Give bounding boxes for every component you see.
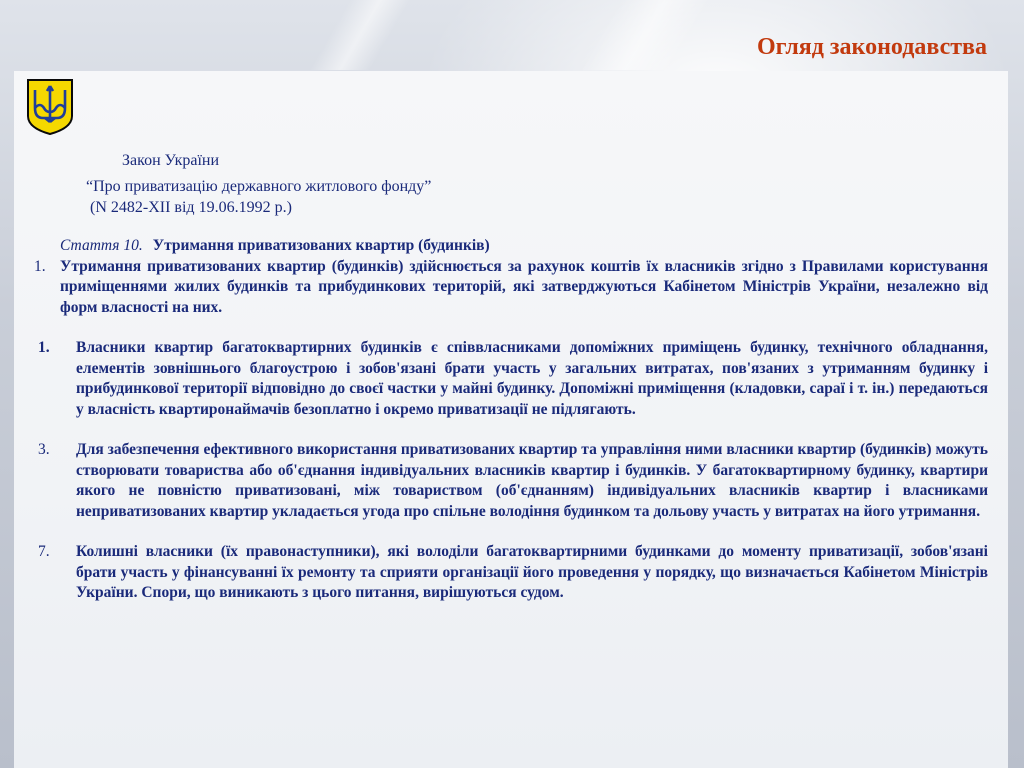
article-title: Утримання приватизованих квартир (будинків) (152, 237, 490, 254)
article-content (34, 236, 988, 604)
list-item-text: Утримання приватизованих квартир (будинків) здійснюється за рахунок коштів їх власників згідно з Правилами користування приміщеннями жилих будинків та прибудинкових територій, які затверджуються Кабінетом Міністрів України, незалежно від форм власності на них. (60, 257, 988, 316)
law-number-date: (N 2482-XII від 19.06.1992 р.) (90, 199, 292, 216)
list-item-number: 1. (34, 257, 46, 275)
list-item-text: Власники квартир багатоквартирних будинків є співвласниками допоміжних приміщень будинку, технічного обладнання, елементів зовнішнього благоустрою і зобов'язані брати участь у загальних витратах, пов'язаних з утриманням будинку і прибудинкової території відповідно до своєї частки у майні будинку. Допоміжні приміщення (кладовки, сараї і т. ін.) передаються у власність квартиронаймачів безоплатно і окремо приватизації не підлягають. (76, 339, 988, 418)
background-light-streak (310, 0, 410, 70)
law-name: Закон України (122, 152, 220, 169)
article-label: Стаття 10. (60, 237, 143, 254)
list-item (34, 440, 988, 522)
law-title: “Про приватизацію державного житлового фонду” (86, 178, 432, 195)
article-heading (60, 236, 988, 257)
list-item (34, 338, 988, 420)
list-item-number: 3. (38, 441, 50, 458)
list-item (34, 257, 988, 319)
list-item-text: Колишні власники (їх правонаступники), які володіли багатоквартирними будинками до моменту приватизації, зобов'язані брати участь у фінансуванні їх ремонту та сприяти організації його проведення у порядку, що визначається Кабінетом Міністрів України. Спори, що виникають з цього питання, вирішуються судом. (76, 543, 988, 601)
list-item-number: 7. (38, 543, 50, 560)
trident-coat-of-arms-icon (26, 78, 74, 136)
background-light-streak (580, 0, 710, 70)
list-item (34, 542, 988, 604)
list-item-number: 1. (38, 339, 50, 356)
slide-title: Огляд законодавства (756, 34, 987, 60)
list-item-text: Для забезпечення ефективного використання приватизованих квартир та управління ними власники квартир (будинків) можуть створювати товариства або об'єднання індивідуальних власників квартир і будинків. У багатоквартирному будинку, квартири якого не повністю приватизовані, між товариством (об'єднанням) індивідуальних власників квартир і власниками неприватизованих квартир укладається угода про спільне володіння будинком та дольову участь у витратах на його утримання. (76, 441, 988, 520)
